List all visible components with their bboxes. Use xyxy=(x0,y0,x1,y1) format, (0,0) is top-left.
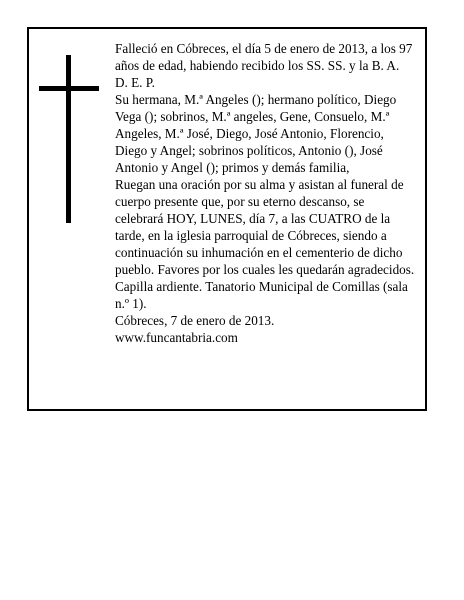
family-list: Su hermana, M.ª Angeles (); hermano político, Diego Vega (); sobrinos, M.ª angeles, Gene, Consuelo, M.ª Angeles, M.ª José, Diego, José Antonio, Florencio, Diego y Angel; sobrinos políticos, Antonio (), José Antonio y Angel (); primos y demás familia, xyxy=(115,92,397,175)
rip-line: D. E. P. xyxy=(115,75,155,90)
cross-horizontal-bar xyxy=(39,86,99,91)
death-announcement: Falleció en Cóbreces, el día 5 de enero de 2013, a los 97 años de edad, habiendo recibido los SS. SS. y la B. A. xyxy=(115,41,413,73)
cross-icon xyxy=(39,55,99,225)
cross-vertical-bar xyxy=(66,55,71,223)
obituary-text xyxy=(115,40,415,346)
website: www.funcantabria.com xyxy=(115,330,238,345)
funeral-details: Ruegan una oración por su alma y asistan al funeral de cuerpo presente que, por su eterno descanso, se celebrará HOY, LUNES, día 7, a las CUATRO de la tarde, en la iglesia parroquial de Cóbreces, siendo a continuación su inhumación en el cementerio de dicho pueblo. Favores por los cuales les quedarán agradecidos. Capilla ardiente. Tanatorio Municipal de Comillas (sala n.º 1). xyxy=(115,177,415,311)
obituary-notice xyxy=(27,27,427,411)
place-date: Cóbreces, 7 de enero de 2013. xyxy=(115,313,275,328)
